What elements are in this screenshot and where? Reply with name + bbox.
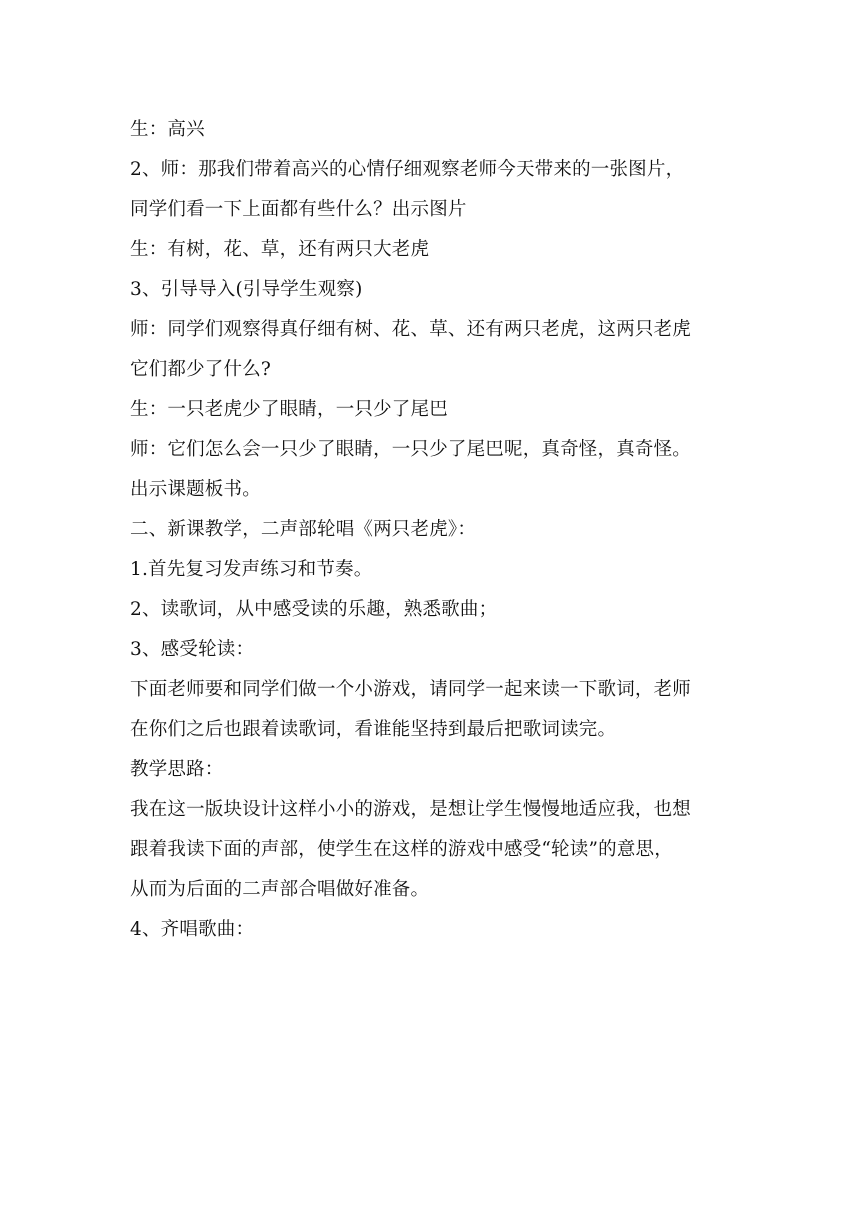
text-line: 教学思路： bbox=[130, 759, 224, 780]
text-line: 同学们看一下上面都有些什么？出示图片 bbox=[130, 199, 467, 220]
document-body bbox=[130, 110, 750, 950]
text-line: 从而为后面的二声部合唱做好准备。 bbox=[130, 879, 430, 900]
text-line: 生：一只老虎少了眼睛，一只少了尾巴 bbox=[130, 399, 448, 420]
text-line: 生：高兴 bbox=[130, 119, 205, 140]
text-line: 生：有树，花、草，还有两只大老虎 bbox=[130, 239, 430, 260]
text-line: 我在这一版块设计这样小小的游戏，是想让学生慢慢地适应我，也想 bbox=[130, 799, 692, 820]
text-line: 二、新课教学，二声部轮唱《两只老虎》： bbox=[130, 519, 477, 540]
text-line: 3、感受轮读： bbox=[130, 639, 255, 660]
text-line: 4、齐唱歌曲： bbox=[130, 919, 255, 940]
text-line: 下面老师要和同学们做一个小游戏，请同学一起来读一下歌词，老师 bbox=[130, 679, 692, 700]
text-line: 在你们之后也跟着读歌词，看谁能坚持到最后把歌词读完。 bbox=[130, 719, 617, 740]
text-line: 2、读歌词，从中感受读的乐趣，熟悉歌曲； bbox=[130, 599, 498, 620]
text-line: 2、师：那我们带着高兴的心情仔细观察老师今天带来的一张图片， bbox=[130, 159, 685, 180]
text-line: 3、引导导入(引导学生观察) bbox=[130, 279, 363, 300]
text-line: 它们都少了什么? bbox=[130, 359, 272, 380]
text-line: 出示课题板书。 bbox=[130, 479, 261, 500]
text-line: 师：它们怎么会一只少了眼睛，一只少了尾巴呢，真奇怪，真奇怪。 bbox=[130, 439, 692, 460]
text-line: 跟着我读下面的声部，使学生在这样的游戏中感受“轮读”的意思， bbox=[130, 839, 673, 860]
text-line: 1.首先复习发声练习和节奏。 bbox=[130, 559, 373, 580]
text-line: 师：同学们观察得真仔细有树、花、草、还有两只老虎，这两只老虎 bbox=[130, 319, 692, 340]
